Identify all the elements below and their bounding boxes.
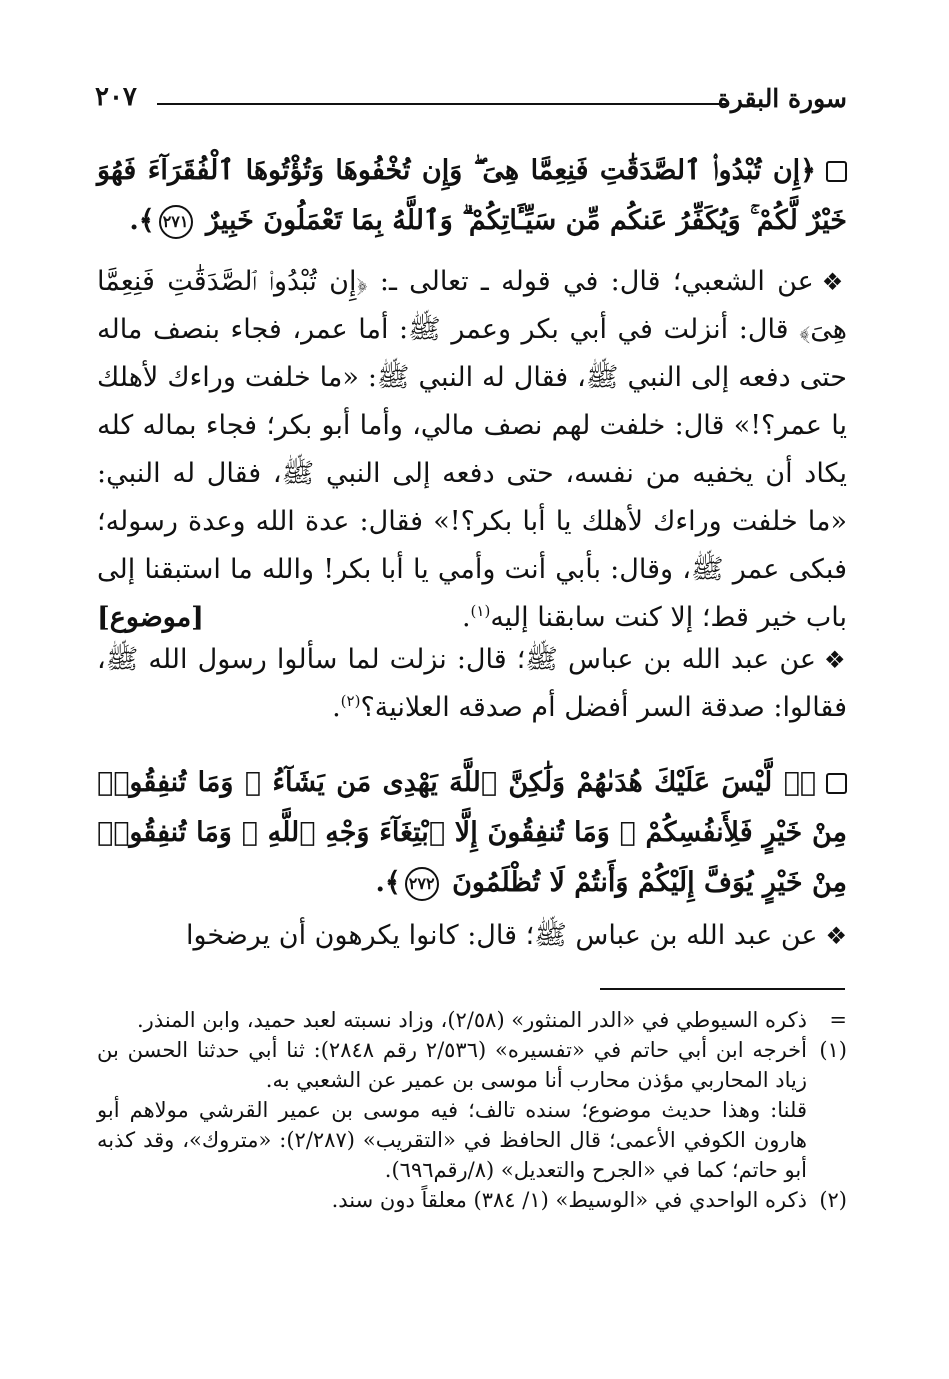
footnote <box>97 1185 847 1215</box>
surah-title: سورة البقرة <box>717 84 847 113</box>
footnote-ref: (١) <box>470 602 491 620</box>
footnote-label: (١) <box>819 1038 847 1062</box>
verse-text: ﴿إِن تُبْدُوا۟ ٱلصَّدَقَٰتِ فَنِعِمَّا هِىَ ۖ وَإِن تُخْفُوهَا وَتُؤْتُوهَا ٱلْفُقَرَآءَ فَهُوَ خَيْرٌ لَّكُمْ ۚ وَيُكَفِّرُ عَنكُم مِّن سَيِّـَٔاتِكُمْ ۗ وَٱللَّهُ بِمَا تَعْمَلُونَ خَبِيرٌ ٢٧١﴾. <box>97 146 847 246</box>
diamond-bullet-icon: ❖ <box>821 268 848 296</box>
verse-text: ﴿۞ لَّيْسَ عَلَيْكَ هُدَىٰهُمْ وَلَٰكِنَّ ٱللَّهَ يَهْدِى مَن يَشَآءُ ۗ وَمَا تُنفِقُوا۟ مِنْ خَيْرٍ فَلِأَنفُسِكُمْ ۚ وَمَا تُنفِقُونَ إِلَّا ٱبْتِغَآءَ وَجْهِ ٱللَّهِ ۚ وَمَا تُنفِقُوا۟ مِنْ خَيْرٍ يُوَفَّ إِلَيْكُمْ وَأَنتُمْ لَا تُظْلَمُونَ ٢٧٢﴾. <box>97 758 847 908</box>
square-marker-icon <box>826 161 847 182</box>
header-rule <box>157 103 729 105</box>
footnotes <box>97 1005 847 1215</box>
footnote-text: قلنا: وهذا حديث موضوع؛ سنده تالف؛ فيه موسى بن عمير القرشي مولاهم أبو هارون الكوفي الأعمى؛ قال الحافظ في «التقريب» (٢/٢٨٧): «متروك»، وقد كذبه أبو حاتم؛ كما في «الجرح والتعديل» (٨/رقم٦٩٦). <box>97 1098 807 1182</box>
hadith-block-2 <box>97 636 847 732</box>
ayah-number: ٢٧٢ <box>405 867 439 901</box>
hadith-text: ❖عن الشعبي؛ قال: في قوله ـ تعالى ـ: ﴿إِن تُبْدُوا۟ ٱلصَّدَقَٰتِ فَنِعِمَّا هِىَ﴾ قال: أنزلت في أبي بكر وعمر ﷺ: أما عمر، فجاء بنصف ماله حتى دفعه إلى النبي ﷺ، فقال له النبي ﷺ: «ما خلفت وراءك لأهلك يا عمر؟!» قال: خلفت لهم نصف مالي، وأما أبو بكر؛ فجاء بماله كله يكاد أن يخفيه من نفسه، حتى دفعه إلى النبي ﷺ، فقال له النبي: «ما خلفت وراءك لأهلك يا أبا بكر؟!» فقال: عدة الله وعدة رسوله؛ فبكى عمر ﷺ، وقال: بأبي أنت وأمي يا أبا بكر! والله ما استبقنا إلى باب خير قط؛ إلا كنت سابقنا إليه$^{(١)}$. [موضوع] <box>97 258 847 642</box>
hadith-block-3 <box>97 912 847 960</box>
footnote <box>97 1095 847 1185</box>
grading-tag: [موضوع] <box>97 602 204 633</box>
verse-block-2 <box>97 758 847 908</box>
footnote-ref: (٢) <box>340 692 361 710</box>
footnote <box>97 1005 847 1035</box>
footnote-text: ذكره السيوطي في «الدر المنثور» (٢/٥٨)، وزاد نسبته لعبد حميد، وابن المنذر. <box>137 1008 807 1032</box>
footnote-text: أخرجه ابن أبي حاتم في «تفسيره» (٢/٥٣٦ رقم ٢٨٤٨): ثنا أبي حدثنا الحسن بن زياد المحاربي مؤذن محارب أنا موسى بن عمير عن الشعبي به. <box>97 1038 807 1092</box>
footnote-label: = <box>829 1008 847 1032</box>
footnote <box>97 1035 847 1095</box>
verse-block-1 <box>97 146 847 246</box>
hadith-text: ❖عن عبد الله بن عباس ﷺ؛ قال: نزلت لما سألوا رسول الله ﷺ، فقالوا: صدقة السر أفضل أم صدقه العلانية؟$^{(٢)}$. <box>97 644 847 723</box>
footnote-label: (٢) <box>819 1188 847 1212</box>
hadith-block-1 <box>97 258 847 642</box>
page-header <box>95 78 847 122</box>
footnote-label <box>807 1095 847 1185</box>
diamond-bullet-icon: ❖ <box>824 646 847 674</box>
footnote-text: ذكره الواحدي في «الوسيط» (١/ ٣٨٤) معلقاً دون سند. <box>331 1188 807 1212</box>
ayah-number: ٢٧١ <box>159 205 193 239</box>
square-marker-icon <box>826 773 847 794</box>
hadith-text: ❖عن عبد الله بن عباس ﷺ؛ قال: كانوا يكرهون أن يرضخوا <box>185 920 847 951</box>
footnote-separator <box>600 988 845 990</box>
diamond-bullet-icon: ❖ <box>825 922 847 950</box>
page-number: ٢٠٧ <box>95 82 137 112</box>
